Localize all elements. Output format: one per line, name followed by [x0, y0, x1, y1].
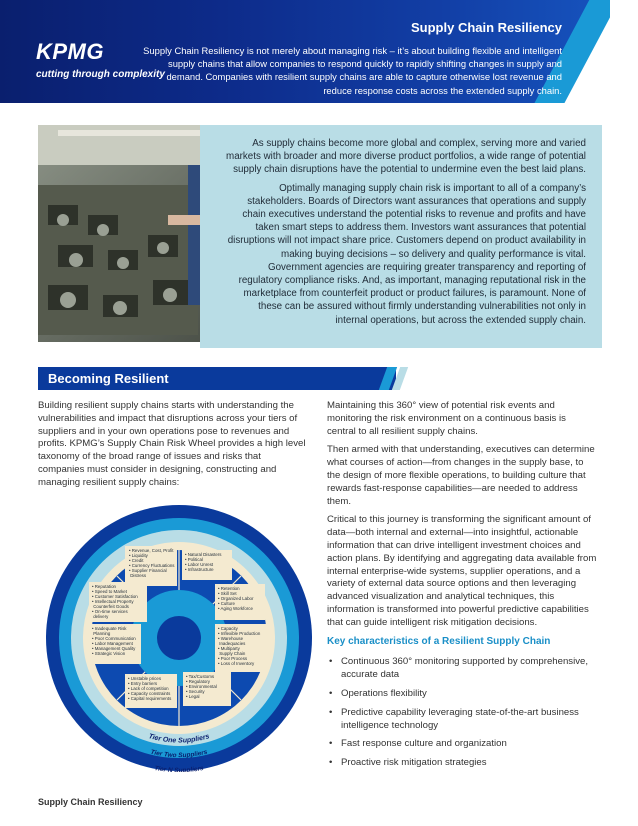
segment-line: • Legal: [186, 694, 200, 699]
kpmg-logo: KPMG: [36, 39, 104, 64]
segment-line: • Security: [186, 689, 205, 694]
segment-line: • Supplier Financial: [129, 568, 167, 573]
segment-line: • Regulatory: [186, 679, 210, 684]
segment-line: • Labor Management: [92, 641, 133, 646]
segment-line: • Capital requirements: [128, 696, 172, 701]
segment-line: • Inadequate Risk: [92, 626, 127, 631]
segment-line: • Skill Set: [218, 591, 237, 596]
bullet-icon: •: [329, 656, 333, 668]
list-item: • Predictive capability leveraging state-of-the-art business intelligence technology: [329, 706, 579, 731]
ring-label-tier-two: Tier Two Suppliers: [149, 748, 209, 760]
right-paragraph: Critical to this journey is transforming the significant amount of data—both internal and external—into insightful, actionable information that can drive intelligent investment choices and action plans. By identifying and aggregating data available from internal enterprise-wide systems, supplier operations, and a variety of external data source options and then leveraging advanced visualization and analytical techniques, this information is transformed into powerful predictive capabilities that can guide intelligent risk mitigation decisions.: [327, 514, 597, 628]
segment-line: • Capacity: [218, 626, 238, 631]
segment-line: • Intellectual Property: [92, 599, 134, 604]
segment-line: Counterfeit Goods: [92, 604, 129, 609]
list-item: • Continuous 360° monitoring supported by comprehensive, accurate data: [329, 656, 589, 681]
context-panel-text: [226, 137, 586, 332]
segment-line: • Aging Workforce: [218, 606, 253, 611]
ring-label-tier-n: Tier N Suppliers: [153, 764, 205, 772]
segment-line: Supply Chain: [218, 651, 246, 656]
segment-line: Planning: [92, 631, 111, 636]
intro-text: Supply Chain Resiliency is not merely about managing risk – it’s about building flexible and intelligent supply chains that allow companies to respond quickly to rapidly shifting changes in supply and demand. Companies with resilient supply chains are able to capture otherwise lost revenue and reduce response costs across the extended supply chain.: [143, 45, 562, 96]
segment-line: Inadequacies: [218, 641, 246, 646]
right-paragraph: Maintaining this 360° view of potential risk events and monitoring the risk environment on a continuous basis is central to all resilient supply chains.: [327, 400, 566, 437]
segment-line: • Unstable prices: [128, 676, 162, 681]
risk-wheel-graphic: [45, 504, 313, 772]
logo-tagline: cutting through complexity: [36, 69, 165, 80]
panel-paragraph: As supply chains become more global and complex, serving more and varied markets with broader and more diverse product portfolios, a wide range of potential supply chain disruptions have the potential to undermine even the best laid plans.: [226, 138, 586, 176]
bullet-icon: •: [329, 706, 333, 718]
segment-line: • Loss of Inventory: [218, 661, 255, 666]
wheel-center: [157, 616, 201, 660]
segment-line: • Labor Unrest: [185, 562, 214, 567]
segment-line: • Poor Process: [218, 656, 248, 661]
segment-line: • Reputation: [92, 584, 116, 589]
segment-line: • Customer Satisfaction: [92, 594, 138, 599]
segment-line: • Speed to Market: [92, 589, 127, 594]
segment-line: • Political: [185, 557, 203, 562]
segment-line: • Warehouse: [218, 636, 244, 641]
segment-line: • Retention: [218, 586, 240, 591]
segment-line: • On-time services: [92, 609, 128, 614]
banner-accent-stripe: [610, 0, 638, 103]
segment-line: • Multiparty: [218, 646, 240, 651]
list-item: • Operations flexibility: [329, 687, 427, 699]
right-column: [327, 400, 597, 776]
segment-line: • Currency Fluctuations: [129, 563, 175, 568]
segment-line: • Organized Labor: [218, 596, 254, 601]
ring-label-tier-one: Tier One Suppliers: [147, 733, 211, 745]
segment-line: delivery: [92, 614, 109, 619]
segment-line: • Environmental: [186, 684, 217, 689]
list-item: • Proactive risk mitigation strategies: [329, 757, 487, 769]
segment-line: Distress: [129, 573, 147, 578]
left-column: [38, 400, 308, 490]
panel-paragraph: Optimally managing supply chain risk is important to all of a company’s stakeholders. Boards of Directors want assurances that operations and supply chain executives understand the potential risks to revenue and profits and have taken smart steps to address them. Investors want assurances that potential disruptions will not impact share price. Customers depend on product availability in making buying decisions – so delivery and quality performance is vital. Government agencies are requiring greater transparency and reporting of regulatory compliance risks. And, as important, managing reputational risk in the marketplace from counterfeit product or product failures, is paramount. None of these can be assured without firmly understanding vulnerabilities not only in internal operations, but across the extended supply chain.: [227, 182, 586, 326]
segment-line: • Culture: [218, 601, 235, 606]
list-item: • Fast response culture and organization: [329, 738, 507, 750]
bullet-icon: •: [329, 687, 333, 699]
right-paragraph: Then armed with that understanding, executives can determine what courses of action—from changes in the supply base, to the design of more flexible operations, to building culture that rewards fast-response capabilities—are needed to address them.: [327, 444, 595, 507]
page-title: Supply Chain Resiliency: [411, 20, 562, 35]
segment-line: • Strategic Vision: [92, 651, 126, 656]
segment-line: • Revenue, Cost, Profit: [129, 548, 174, 553]
supply-chain-risk-wheel: [45, 504, 313, 772]
segment-line: • Liquidity: [129, 553, 148, 558]
key-characteristics-list: [327, 656, 597, 770]
section-title: Becoming Resilient: [48, 371, 169, 386]
segment-line: • Tax/Customs: [186, 674, 215, 679]
key-characteristics-title: Key characteristics of a Resilient Supply Chain: [327, 635, 551, 647]
segment-line: • Entry barriers: [128, 681, 158, 686]
segment-line: • Credit: [129, 558, 144, 563]
bullet-icon: •: [329, 757, 333, 769]
bullet-icon: •: [329, 738, 333, 750]
segment-line: • Inflexible Production: [218, 631, 261, 636]
segment-line: • Poor Communication: [92, 636, 136, 641]
segment-line: • Capacity constraints: [128, 691, 171, 696]
segment-line: • Lack of competition: [128, 686, 169, 691]
segment-line: • Management Quality: [92, 646, 136, 651]
segment-line: • Natural Disasters: [185, 552, 222, 557]
left-paragraph: Building resilient supply chains starts with understanding the vulnerabilities and impact that disruptions across your tiers of suppliers and in your own operations pose to revenues and profits. KPMG’s Supply Chain Risk Wheel provides a high level taxonomy of the broad range of issues and risks that companies must consider in designing, constructing and managing resilient supply chains:: [38, 400, 306, 488]
footer-label: Supply Chain Resiliency: [38, 797, 143, 807]
segment-line: • Infrastructure: [185, 567, 214, 572]
